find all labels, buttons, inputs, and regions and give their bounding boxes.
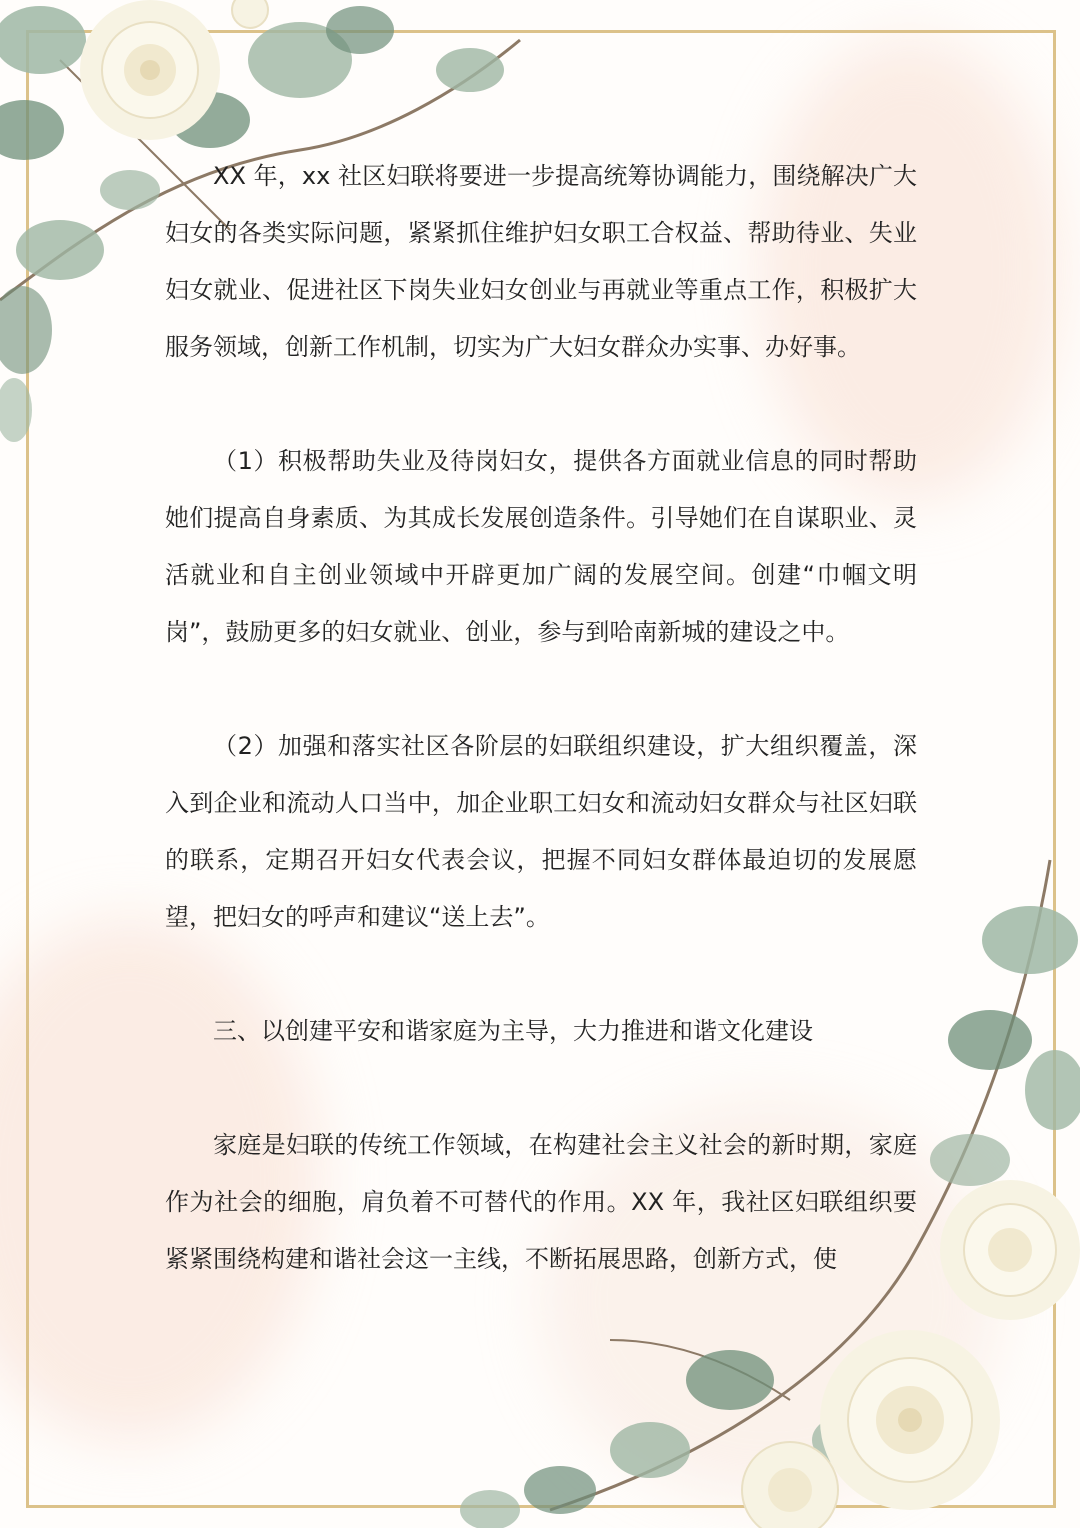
paragraph: （1）积极帮助失业及待岗妇女，提供各方面就业信息的同时帮助她们提高自身素质、为其成长发展创造条件。引导她们在自谋职业、灵活就业和自主创业领域中开辟更加广阔的发展空间。创建“巾帼文明岗”，鼓励更多的妇女就业、创业，参与到哈南新城的建设之中。 (165, 447, 917, 646)
paragraph: （2）加强和落实社区各阶层的妇联组织建设，扩大组织覆盖，深入到企业和流动人口当中，加企业职工妇女和流动妇女群众与社区妇联的联系，定期召开妇女代表会议，把握不同妇女群体最迫切的发展愿望，把妇女的呼声和建议“送上去”。 (165, 732, 917, 931)
paragraph: 家庭是妇联的传统工作领域，在构建社会主义社会的新时期，家庭作为社会的细胞，肩负着不可替代的作用。XX 年，我社区妇联组织要紧紧围绕构建和谐社会这一主线，不断拓展思路，创新方式，使 (165, 1131, 917, 1273)
white-rose-icon (80, 0, 220, 140)
section-heading: 三、以创建平安和谐家庭为主导，大力推进和谐文化建设 (213, 1017, 813, 1045)
paragraph: XX 年，xx 社区妇联将要进一步提高统筹协调能力，围绕解决广大妇女的各类实际问题，紧紧抓住维护妇女职工合权益、帮助待业、失业妇女就业、促进社区下岗失业妇女创业与再就业等重点工作，积极扩大服务领域，创新工作机制，切实为广大妇女群众办实事、办好事。 (165, 162, 917, 361)
document-body (165, 148, 917, 1288)
